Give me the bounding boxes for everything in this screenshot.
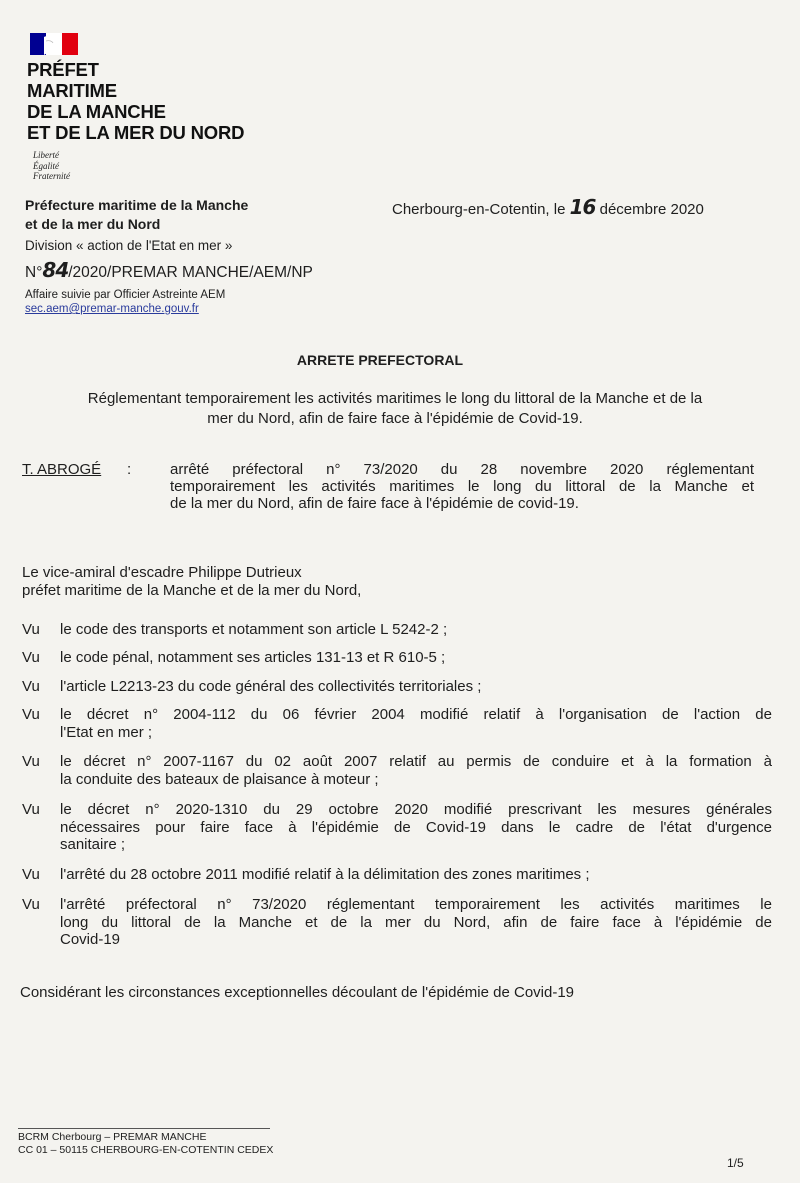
vu-line: l'arrêté du 28 octobre 2011 modifié relatif à la délimitation des zones maritimes ; — [60, 866, 590, 883]
subtitle-line: mer du Nord, afin de faire face à l'épidémie de Covid-19. — [207, 410, 583, 427]
contact-email-link[interactable]: sec.aem@premar-manche.gouv.fr — [25, 303, 199, 315]
page-number: 1/5 — [727, 1156, 744, 1170]
vu-label: Vu — [22, 801, 40, 818]
vu-line: la conduite des bateaux de plaisance à moteur ; — [60, 770, 379, 788]
vu-text — [60, 621, 772, 639]
vu-text — [60, 678, 772, 696]
vu-text — [60, 801, 772, 854]
subtitle-line: Réglementant temporairement les activités maritimes le long du littoral de la Manche et de la — [87, 390, 703, 407]
vu-text — [60, 753, 772, 788]
motto-liberte: Liberté — [33, 150, 59, 160]
abrogation-line: arrêté préfectoral n° 73/2020 du 28 novembre 2020 réglementant — [170, 461, 754, 478]
vu-label: Vu — [22, 678, 40, 695]
motto-egalite: Égalité — [33, 160, 59, 171]
vu-label: Vu — [22, 753, 40, 770]
vu-label: Vu — [22, 649, 40, 666]
vu-line: le décret n° 2007-1167 du 02 août 2007 relatif au permis de conduire et à la formation à — [60, 753, 772, 770]
organisation-name — [25, 196, 248, 234]
followed-by: Affaire suivie par Officier Astreinte AEM — [25, 289, 226, 301]
intro-line: Le vice-amiral d'escadre Philippe Dutrieux — [22, 564, 302, 581]
vu-line: l'Etat en mer ; — [60, 723, 153, 741]
vu-line: le code des transports et notamment son article L 5242-2 ; — [60, 621, 448, 638]
reference-suffix: /2020/PREMAR MANCHE/AEM/NP — [68, 264, 313, 281]
prefect-introduction — [22, 564, 361, 600]
vu-label: Vu — [22, 706, 40, 723]
prefet-line: MARITIME — [27, 80, 117, 101]
vu-label: Vu — [22, 621, 40, 638]
vu-line: sanitaire ; — [60, 836, 126, 853]
vu-line: nécessaires pour faire face à l'épidémie de Covid-19 dans le cadre de l'état d'urgence — [60, 818, 772, 836]
prefet-line: DE LA MANCHE — [27, 101, 166, 122]
abrogation-line: de la mer du Nord, afin de faire face à l'épidémie de covid-19. — [170, 495, 579, 512]
vu-line: long du littoral de la Manche et de la mer du Nord, afin de faire face à l'épidémie de — [60, 913, 772, 931]
vu-line: Covid-19 — [60, 931, 121, 948]
vu-label: Vu — [22, 866, 40, 883]
document-title: ARRETE PREFECTORAL — [296, 352, 464, 368]
reference-prefix: N° — [25, 264, 43, 281]
prefet-title-block — [27, 59, 244, 143]
motto-fraternite: Fraternité — [33, 171, 70, 181]
abrogation-label: T. ABROGÉ — [22, 461, 102, 478]
date-day-handwritten: 16 — [569, 195, 596, 219]
vu-line: l'article L2213-23 du code général des collectivités territoriales ; — [60, 678, 482, 695]
vu-label: Vu — [22, 896, 40, 913]
vu-line: le code pénal, notamment ses articles 131-13 et R 610-5 ; — [60, 649, 446, 666]
division-name: Division « action de l'Etat en mer » — [25, 238, 233, 253]
reference-handwritten: 84 — [42, 258, 69, 282]
prefet-line: ET DE LA MER DU NORD — [27, 122, 245, 143]
intro-line: préfet maritime de la Manche et de la mer du Nord, — [22, 582, 362, 599]
marianne-flag-logo-icon — [30, 33, 78, 55]
considerant-clause: Considérant les circonstances exceptionnelles découlant de l'épidémie de Covid-19 — [20, 984, 575, 1001]
document-date — [392, 195, 704, 219]
organisation-line: Préfecture maritime de la Manche — [25, 197, 249, 213]
prefet-line: PRÉFET — [27, 59, 99, 80]
abrogation-colon: : — [127, 461, 132, 478]
date-suffix: décembre 2020 — [595, 201, 704, 218]
vu-line: le décret n° 2020-1310 du 29 octobre 2020 modifié prescrivant les mesures générales — [60, 801, 772, 818]
abrogation-line: temporairement les activités maritimes le long du littoral de la Manche et — [170, 478, 754, 495]
vu-text — [60, 706, 772, 741]
motto — [33, 150, 70, 182]
vu-text — [60, 649, 772, 667]
reference-number — [25, 258, 313, 282]
vu-line: l'arrêté préfectoral n° 73/2020 réglementant temporairement les activités maritimes le — [60, 896, 772, 913]
vu-text — [60, 866, 772, 884]
vu-line: le décret n° 2004-112 du 06 février 2004 modifié relatif à l'organisation de l'action de — [60, 706, 772, 723]
document-subtitle — [28, 389, 762, 429]
vu-text — [60, 896, 772, 949]
date-prefix: Cherbourg-en-Cotentin, le — [392, 201, 570, 218]
footer-divider — [18, 1128, 270, 1129]
footer-address-line: CC 01 – 50115 CHERBOURG-EN-COTENTIN CEDEX — [18, 1144, 274, 1156]
abrogation-text — [170, 461, 754, 512]
organisation-line: et de la mer du Nord — [25, 216, 161, 232]
footer-address-line: BCRM Cherbourg – PREMAR MANCHE — [18, 1131, 207, 1143]
